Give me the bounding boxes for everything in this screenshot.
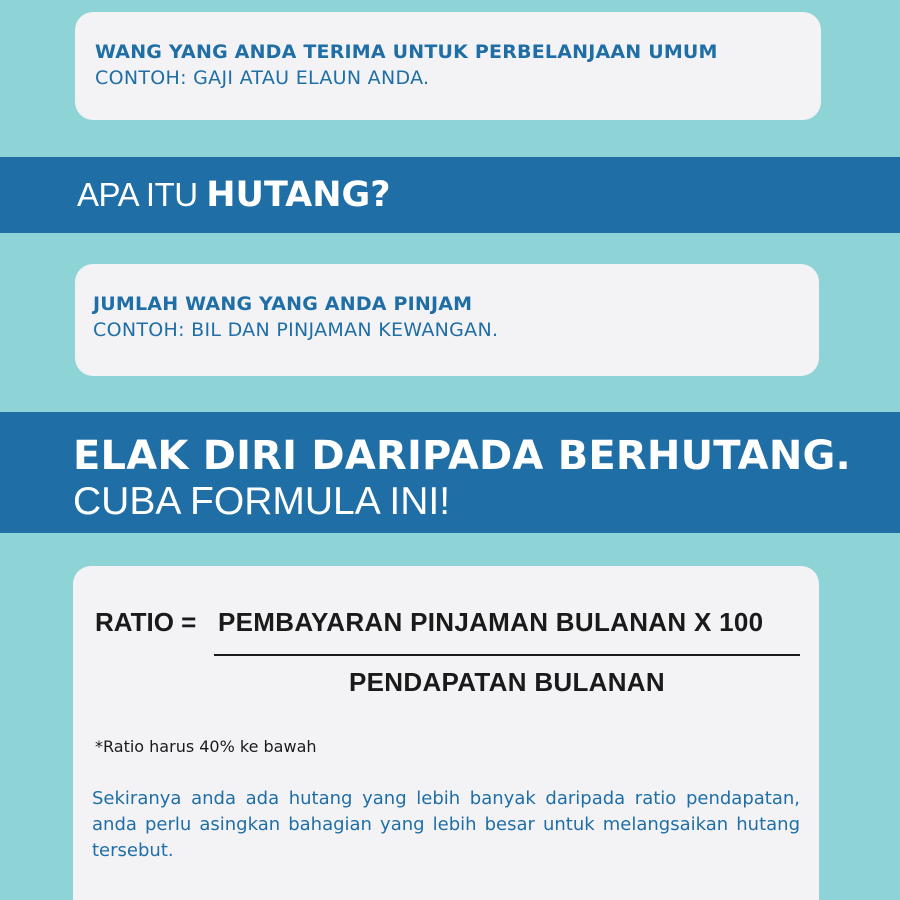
debt-banner-emphasis: HUTANG? <box>206 175 391 215</box>
income-card-example: CONTOH: GAJI ATAU ELAUN ANDA. <box>95 67 430 89</box>
debt-card-example: CONTOH: BIL DAN PINJAMAN KEWANGAN. <box>93 319 499 341</box>
formula-denominator: PENDAPATAN BULANAN <box>349 667 665 697</box>
avoid-debt-subheading: CUBA FORMULA INI! <box>73 480 451 523</box>
debt-card <box>75 264 819 376</box>
income-card-title: WANG YANG ANDA TERIMA UNTUK PERBELANJAAN UMUM <box>95 41 718 63</box>
formula-numerator: PEMBAYARAN PINJAMAN BULANAN X 100 <box>218 607 764 637</box>
fraction-divider <box>214 654 800 656</box>
income-card <box>75 12 821 120</box>
avoid-debt-heading: ELAK DIRI DARIPADA BERHUTANG. <box>73 433 851 479</box>
debt-banner-prefix: APA ITU <box>77 176 207 213</box>
advice-paragraph: Sekiranya anda ada hutang yang lebih banyak daripada ratio pendapatan, anda perlu asingkan bahagian yang lebih besar untuk melangsaikan hutang tersebut. <box>92 788 800 861</box>
ratio-note: *Ratio harus 40% ke bawah <box>95 737 317 756</box>
debt-card-title: JUMLAH WANG YANG ANDA PINJAM <box>93 293 473 315</box>
debt-banner-heading <box>77 175 391 215</box>
avoid-debt-banner <box>0 412 900 533</box>
debt-banner <box>0 157 900 233</box>
formula-card <box>73 566 819 900</box>
formula-label: RATIO = <box>95 607 197 637</box>
